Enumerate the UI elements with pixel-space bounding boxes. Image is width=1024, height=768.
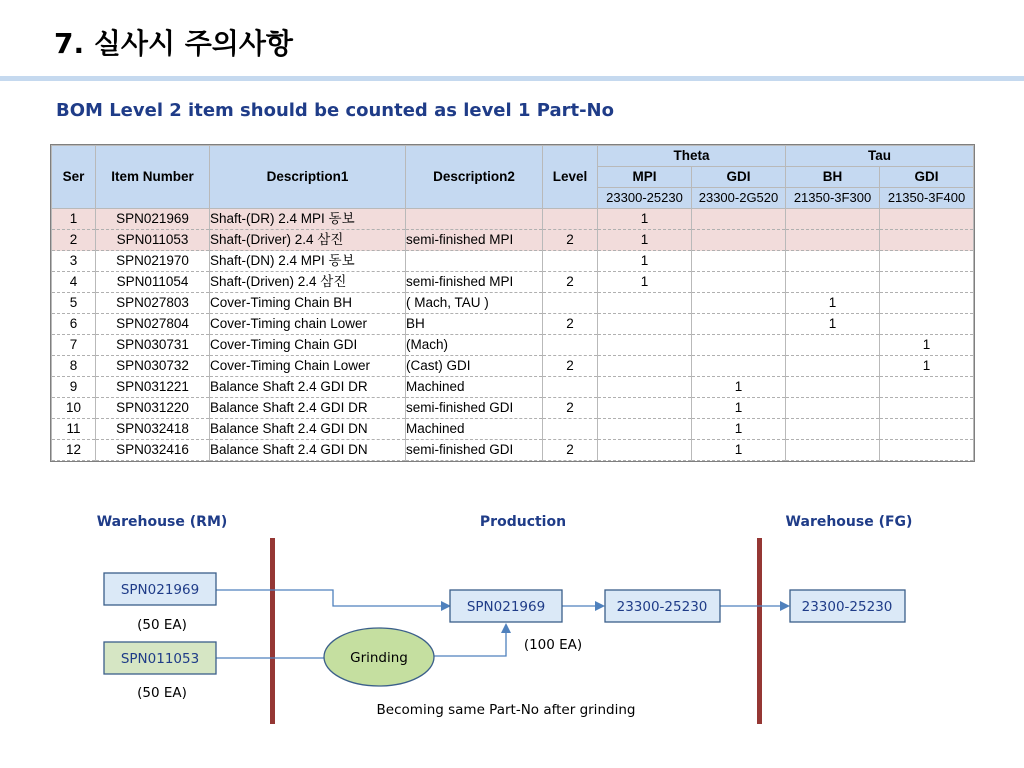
table-row: [52, 419, 974, 440]
cell-level: [543, 209, 598, 230]
title-divider: [0, 76, 1024, 81]
cell-description2: semi-finished MPI: [406, 230, 543, 251]
cell-quantity: [786, 419, 880, 440]
cell-description1: Cover-Timing Chain BH: [210, 293, 406, 314]
cell-ser: 6: [52, 314, 96, 335]
cell-quantity: [598, 293, 692, 314]
header-description2: Description2: [406, 146, 543, 209]
table-row: [52, 230, 974, 251]
zone-divider-production-fg: [757, 538, 762, 724]
header-level: Level: [543, 146, 598, 209]
rm-qty-label-1: (50 EA): [137, 617, 187, 633]
cell-description2: semi-finished GDI: [406, 440, 543, 461]
cell-quantity: [880, 293, 974, 314]
cell-level: 2: [543, 314, 598, 335]
cell-description2: (Mach): [406, 335, 543, 356]
cell-description2: ( Mach, TAU ): [406, 293, 543, 314]
cell-level: 2: [543, 272, 598, 293]
table-row: [52, 335, 974, 356]
cell-level: 2: [543, 440, 598, 461]
cell-description1: Cover-Timing Chain GDI: [210, 335, 406, 356]
table-row: [52, 440, 974, 461]
cell-quantity: [786, 356, 880, 377]
grinding-label: Grinding: [350, 650, 408, 666]
cell-item-number: SPN021969: [96, 209, 210, 230]
header-sub-gdi: GDI: [692, 167, 786, 188]
cell-description1: Balance Shaft 2.4 GDI DR: [210, 398, 406, 419]
cell-description1: Balance Shaft 2.4 GDI DN: [210, 419, 406, 440]
zone-label-production: Production: [479, 514, 567, 530]
table-row: [52, 398, 974, 419]
cell-description1: Shaft-(Driver) 2.4 삼진: [210, 230, 406, 251]
cell-quantity: [786, 251, 880, 272]
cell-ser: 4: [52, 272, 96, 293]
cell-ser: 2: [52, 230, 96, 251]
cell-quantity: 1: [692, 419, 786, 440]
cell-ser: 3: [52, 251, 96, 272]
header-part-number: 23300-25230: [598, 188, 692, 209]
table-row: [52, 377, 974, 398]
grinding-note: Becoming same Part-No after grinding: [376, 702, 636, 718]
cell-description2: BH: [406, 314, 543, 335]
cell-quantity: [692, 272, 786, 293]
table-row: [52, 314, 974, 335]
cell-quantity: 1: [598, 230, 692, 251]
header-part-number: 21350-3F400: [880, 188, 974, 209]
zone-label-warehouse-fg: Warehouse (FG): [785, 514, 913, 530]
header-part-number: 21350-3F300: [786, 188, 880, 209]
cell-quantity: [598, 314, 692, 335]
cell-item-number: SPN011054: [96, 272, 210, 293]
header-ser: Ser: [52, 146, 96, 209]
cell-level: [543, 335, 598, 356]
cell-description1: Shaft-(DN) 2.4 MPI 동보: [210, 251, 406, 272]
cell-quantity: [598, 440, 692, 461]
cell-ser: 8: [52, 356, 96, 377]
cell-description2: Machined: [406, 419, 543, 440]
table-row: [52, 272, 974, 293]
cell-level: 2: [543, 356, 598, 377]
cell-quantity: 1: [692, 440, 786, 461]
cell-level: [543, 377, 598, 398]
cell-quantity: 1: [786, 314, 880, 335]
cell-ser: 1: [52, 209, 96, 230]
cell-quantity: [880, 272, 974, 293]
cell-quantity: [786, 230, 880, 251]
cell-level: [543, 419, 598, 440]
cell-description2: [406, 209, 543, 230]
cell-quantity: [880, 251, 974, 272]
cell-quantity: [786, 440, 880, 461]
cell-quantity: [692, 293, 786, 314]
finished-part-label: 23300-25230: [616, 599, 708, 615]
cell-quantity: [880, 377, 974, 398]
cell-description1: Cover-Timing chain Lower: [210, 314, 406, 335]
bom-table-body: [52, 209, 974, 461]
cell-ser: 11: [52, 419, 96, 440]
header-sub-mpi: MPI: [598, 167, 692, 188]
header-group-tau: Tau: [786, 146, 974, 167]
rm-item-label-1: SPN021969: [120, 582, 200, 598]
cell-quantity: [692, 356, 786, 377]
cell-quantity: [692, 251, 786, 272]
rm-item-label-2: SPN011053: [120, 651, 200, 667]
cell-quantity: 1: [880, 335, 974, 356]
cell-quantity: [598, 398, 692, 419]
cell-quantity: [692, 230, 786, 251]
cell-quantity: [692, 209, 786, 230]
cell-item-number: SPN021970: [96, 251, 210, 272]
table-row: [52, 356, 974, 377]
table-row: [52, 209, 974, 230]
cell-quantity: [880, 209, 974, 230]
cell-item-number: SPN027803: [96, 293, 210, 314]
header-group-theta: Theta: [598, 146, 786, 167]
cell-ser: 5: [52, 293, 96, 314]
cell-item-number: SPN032416: [96, 440, 210, 461]
production-item-label: SPN021969: [466, 599, 546, 615]
cell-item-number: SPN011053: [96, 230, 210, 251]
cell-quantity: [880, 419, 974, 440]
cell-description1: Balance Shaft 2.4 GDI DR: [210, 377, 406, 398]
cell-ser: 10: [52, 398, 96, 419]
header-part-number: 23300-2G520: [692, 188, 786, 209]
production-qty-label: (100 EA): [523, 637, 583, 653]
cell-item-number: SPN032418: [96, 419, 210, 440]
cell-description2: Machined: [406, 377, 543, 398]
cell-quantity: 1: [598, 251, 692, 272]
cell-level: [543, 293, 598, 314]
cell-quantity: [598, 356, 692, 377]
cell-level: [543, 251, 598, 272]
cell-item-number: SPN030731: [96, 335, 210, 356]
cell-quantity: [880, 314, 974, 335]
cell-quantity: [880, 398, 974, 419]
cell-quantity: [880, 230, 974, 251]
cell-quantity: [598, 335, 692, 356]
cell-description2: semi-finished MPI: [406, 272, 543, 293]
cell-level: 2: [543, 230, 598, 251]
cell-item-number: SPN030732: [96, 356, 210, 377]
cell-quantity: [786, 398, 880, 419]
arrow-rm1-to-production: [216, 590, 449, 606]
cell-quantity: [880, 440, 974, 461]
cell-level: 2: [543, 398, 598, 419]
bom-table: [51, 145, 974, 461]
cell-description2: (Cast) GDI: [406, 356, 543, 377]
table-row: [52, 293, 974, 314]
cell-ser: 12: [52, 440, 96, 461]
cell-description1: Cover-Timing Chain Lower: [210, 356, 406, 377]
cell-item-number: SPN031220: [96, 398, 210, 419]
page-title: 7. 실사시 주의사항: [54, 27, 293, 60]
cell-ser: 7: [52, 335, 96, 356]
cell-quantity: 1: [692, 398, 786, 419]
cell-description1: Balance Shaft 2.4 GDI DN: [210, 440, 406, 461]
cell-quantity: [786, 209, 880, 230]
cell-quantity: [692, 335, 786, 356]
cell-quantity: 1: [880, 356, 974, 377]
cell-quantity: 1: [598, 209, 692, 230]
cell-quantity: 1: [692, 377, 786, 398]
cell-quantity: [598, 377, 692, 398]
cell-item-number: SPN031221: [96, 377, 210, 398]
header-description1: Description1: [210, 146, 406, 209]
header-sub-bh: BH: [786, 167, 880, 188]
cell-quantity: 1: [598, 272, 692, 293]
cell-description2: [406, 251, 543, 272]
cell-description2: semi-finished GDI: [406, 398, 543, 419]
cell-item-number: SPN027804: [96, 314, 210, 335]
cell-description1: Shaft-(DR) 2.4 MPI 동보: [210, 209, 406, 230]
cell-quantity: 1: [786, 293, 880, 314]
header-sub-gdi: GDI: [880, 167, 974, 188]
zone-divider-rm-production: [270, 538, 275, 724]
cell-description1: Shaft-(Driven) 2.4 삼진: [210, 272, 406, 293]
cell-quantity: [786, 335, 880, 356]
cell-quantity: [786, 272, 880, 293]
header-item-number: Item Number: [96, 146, 210, 209]
table-row: [52, 251, 974, 272]
cell-quantity: [692, 314, 786, 335]
cell-quantity: [598, 419, 692, 440]
table-subtitle: BOM Level 2 item should be counted as level 1 Part-No: [56, 100, 614, 121]
cell-ser: 9: [52, 377, 96, 398]
cell-quantity: [786, 377, 880, 398]
rm-qty-label-2: (50 EA): [137, 685, 187, 701]
zone-label-warehouse-rm: Warehouse (RM): [96, 514, 228, 530]
arrow-grinding-to-production: [434, 625, 506, 656]
fg-part-label: 23300-25230: [801, 599, 893, 615]
